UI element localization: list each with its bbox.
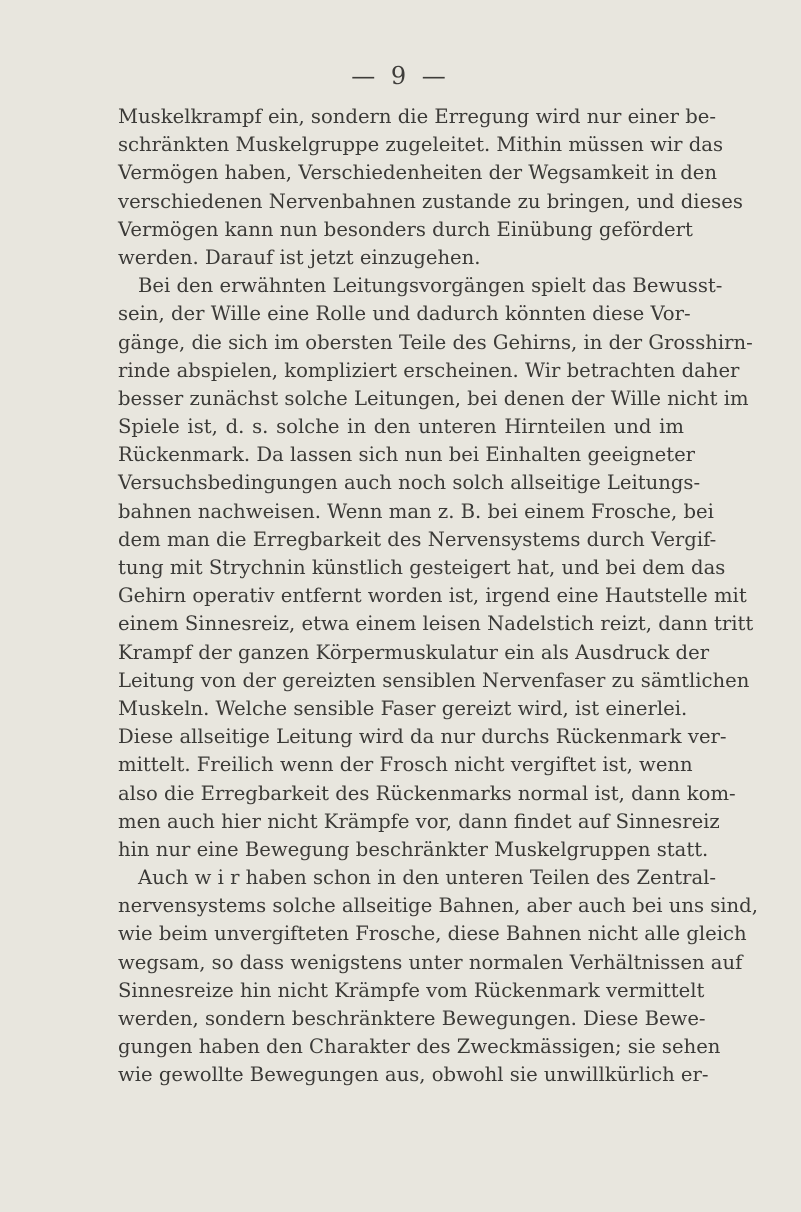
body-text xyxy=(118,103,758,1090)
text-line: Gehirn operativ entfernt worden ist, irgend eine Hautstelle mit xyxy=(118,584,747,608)
text-line: rinde abspielen, kompliziert erscheinen. Wir betrachten daher xyxy=(118,358,740,382)
text-line: verschiedenen Nervenbahnen zustande zu bringen, und dieses xyxy=(118,189,743,213)
text-line: besser zunächst solche Leitungen, bei denen der Wille nicht im xyxy=(118,386,749,410)
text-line: wegsam, so dass wenigstens unter normalen Verhältnissen auf xyxy=(118,950,743,974)
page-number: — 9 — xyxy=(351,62,450,90)
text-line: Muskeln. Welche sensible Faser gereizt wird, ist einerlei. xyxy=(118,696,688,720)
text-line: gänge, die sich im obersten Teile des Gehirns, in der Grosshirn- xyxy=(118,330,753,354)
text-line: Leitung von der gereizten sensiblen Nervenfaser zu sämtlichen xyxy=(118,668,750,692)
text-line: Muskelkrampf ein, sondern die Erregung wird nur einer be- xyxy=(118,105,717,128)
text-line: also die Erregbarkeit des Rückenmarks normal ist, dann kom- xyxy=(118,781,736,805)
text-line: nervensystems solche allseitige Bahnen, aber auch bei uns sind, xyxy=(118,894,758,918)
text-line: wie beim unvergifteten Frosche, diese Bahnen nicht alle gleich xyxy=(118,922,747,946)
text-line: wie gewollte Bewegungen aus, obwohl sie unwillkürlich er- xyxy=(118,1063,709,1087)
text-line: dem man die Erregbarkeit des Nervensystems durch Vergif- xyxy=(118,527,717,551)
text-line: Spiele ist, d. s. solche in den unteren Hirnteilen und im xyxy=(118,415,684,439)
text-line: Krampf der ganzen Körpermuskulatur ein als Ausdruck der xyxy=(118,640,710,664)
text-line: Diese allseitige Leitung wird da nur durchs Rückenmark ver- xyxy=(118,725,727,749)
text-line: Vermögen kann nun besonders durch Einübung gefördert xyxy=(118,217,693,241)
text-line: sein, der Wille eine Rolle und dadurch könnten diese Vor- xyxy=(118,302,691,326)
text-line: Rückenmark. Da lassen sich nun bei Einhalten geeigneter xyxy=(118,443,696,467)
text-line: tung mit Strychnin künstlich gesteigert hat, und bei dem das xyxy=(118,556,726,579)
text-line: gungen haben den Charakter des Zweckmässigen; sie sehen xyxy=(118,1035,721,1059)
text-line: mittelt. Freilich wenn der Frosch nicht vergiftet ist, wenn xyxy=(118,753,693,777)
text-line: Sinnesreize hin nicht Krämpfe vom Rückenmark vermittelt xyxy=(118,978,705,1002)
text-line: Bei den erwähnten Leitungsvorgängen spielt das Bewusst- xyxy=(138,274,723,298)
text-line: schränkten Muskelgruppe zugeleitet. Mithin müssen wir das xyxy=(118,133,724,157)
text-line: einem Sinnesreiz, etwa einem leisen Nadelstich reizt, dann tritt xyxy=(118,612,754,636)
text-line: men auch hier nicht Krämpfe vor, dann findet auf Sinnesreiz xyxy=(118,809,720,833)
text-line: Auch w i r haben schon in den unteren Teilen des Zentral- xyxy=(138,866,717,890)
text-line: werden, sondern beschränktere Bewegungen. Diese Bewe- xyxy=(118,1007,706,1030)
text-line: hin nur eine Bewegung beschränkter Muskelgruppen statt. xyxy=(118,837,709,861)
text-line: Versuchsbedingungen auch noch solch allseitige Leitungs- xyxy=(118,471,701,495)
text-line: werden. Darauf ist jetzt einzugehen. xyxy=(118,245,481,269)
text-line: Vermögen haben, Verschiedenheiten der Wegsamkeit in den xyxy=(118,161,718,185)
text-line: bahnen nachweisen. Wenn man z. B. bei einem Frosche, bei xyxy=(118,499,714,523)
